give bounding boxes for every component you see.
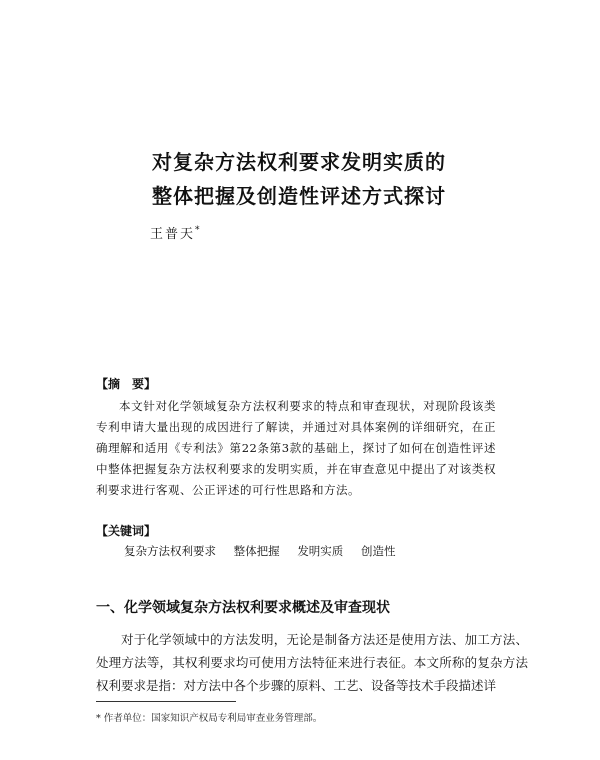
author-name-text: 王普天 — [150, 227, 196, 242]
footnote: * 作者单位：国家知识产权局专利局审查业务管理部。 — [96, 713, 323, 724]
author-name — [150, 223, 200, 242]
paper-title-line-1: 对复杂方法权利要求发明实质的 — [152, 150, 446, 174]
keywords-label: 【关键词】 — [96, 524, 157, 538]
footnote-divider — [96, 701, 236, 702]
author-footnote-mark: * — [195, 225, 200, 236]
keyword-item: 发明实质 — [297, 544, 344, 558]
keyword-item: 整体把握 — [233, 544, 280, 558]
abstract-label: 【摘 要】 — [96, 377, 157, 391]
section-heading: 一、化学领域复杂方法权利要求概述及审查现状 — [96, 600, 390, 616]
keywords-list — [124, 543, 409, 559]
keyword-item: 复杂方法权利要求 — [124, 544, 216, 558]
keyword-item: 创造性 — [360, 544, 396, 558]
paper-title-line-2: 整体把握及创造性评述方式探讨 — [152, 184, 446, 208]
body-paragraph: 对于化学领域中的方法发明，无论是制备方法还是使用方法、加工方法、处理方法等，其权利要求均可使用方法特征来进行表征。本文所称的复杂方法权利要求是指：对方法中各个步骤的原料、工艺、设备等技术手段描述详 — [96, 632, 528, 693]
abstract-text: 本文针对化学领域复杂方法权利要求的特点和审查现状，对现阶段该类专利申请大量出现的成因进行了解读，并通过对具体案例的详细研究，在正确理解和适用《专利法》第22条第3款的基础上，探讨了如何在创造性评述中整体把握复杂方法权利要求的发明实质，并在审查意见中提出了对该类权利要求进行客观、公正评述的可行性思路和方法。 — [96, 399, 496, 497]
